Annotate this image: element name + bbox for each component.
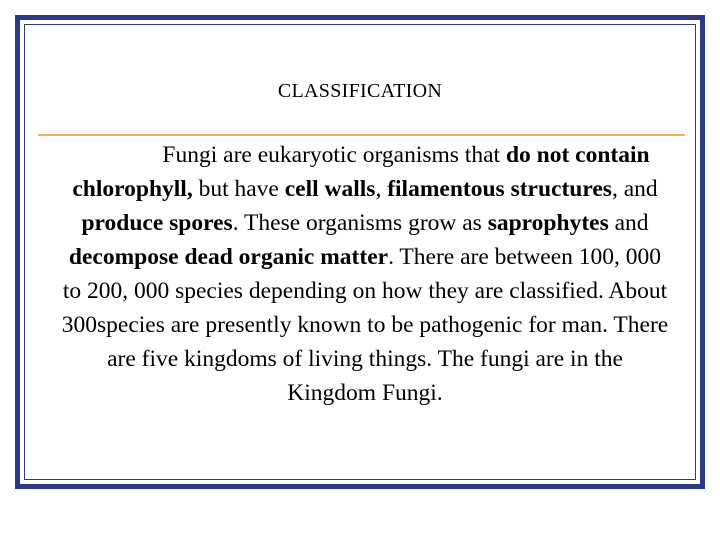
title-divider: [38, 134, 685, 136]
text-run: ,: [375, 176, 388, 202]
text-run: and: [608, 210, 649, 236]
body-paragraph: [60, 138, 670, 410]
emphasis-no-chlorophyll: do not contain chlorophyll,: [72, 142, 650, 202]
emphasis-cell-walls: cell walls: [284, 176, 376, 202]
slide-title: CLASSIFICATION: [277, 80, 443, 102]
emphasis-decompose-dead-organic-matter: decompose dead organic matter: [68, 244, 389, 270]
emphasis-saprophytes: saprophytes: [487, 210, 609, 236]
text-run: . There are between 100, 000 to 200, 000 species depending on how they are classified. About 300species are presently known to be pathogenic for man. There are five kingdoms of living things. The fungi are in the Kingdom Fungi.: [61, 244, 669, 406]
text-run: but have: [192, 176, 285, 202]
emphasis-produce-spores: produce spores: [81, 210, 233, 236]
text-run: . These organisms grow as: [232, 210, 488, 236]
emphasis-filamentous-structures: filamentous structures: [387, 176, 612, 202]
text-run: Fungi are eukaryotic organisms that: [162, 142, 506, 168]
text-run: , and: [611, 176, 658, 202]
